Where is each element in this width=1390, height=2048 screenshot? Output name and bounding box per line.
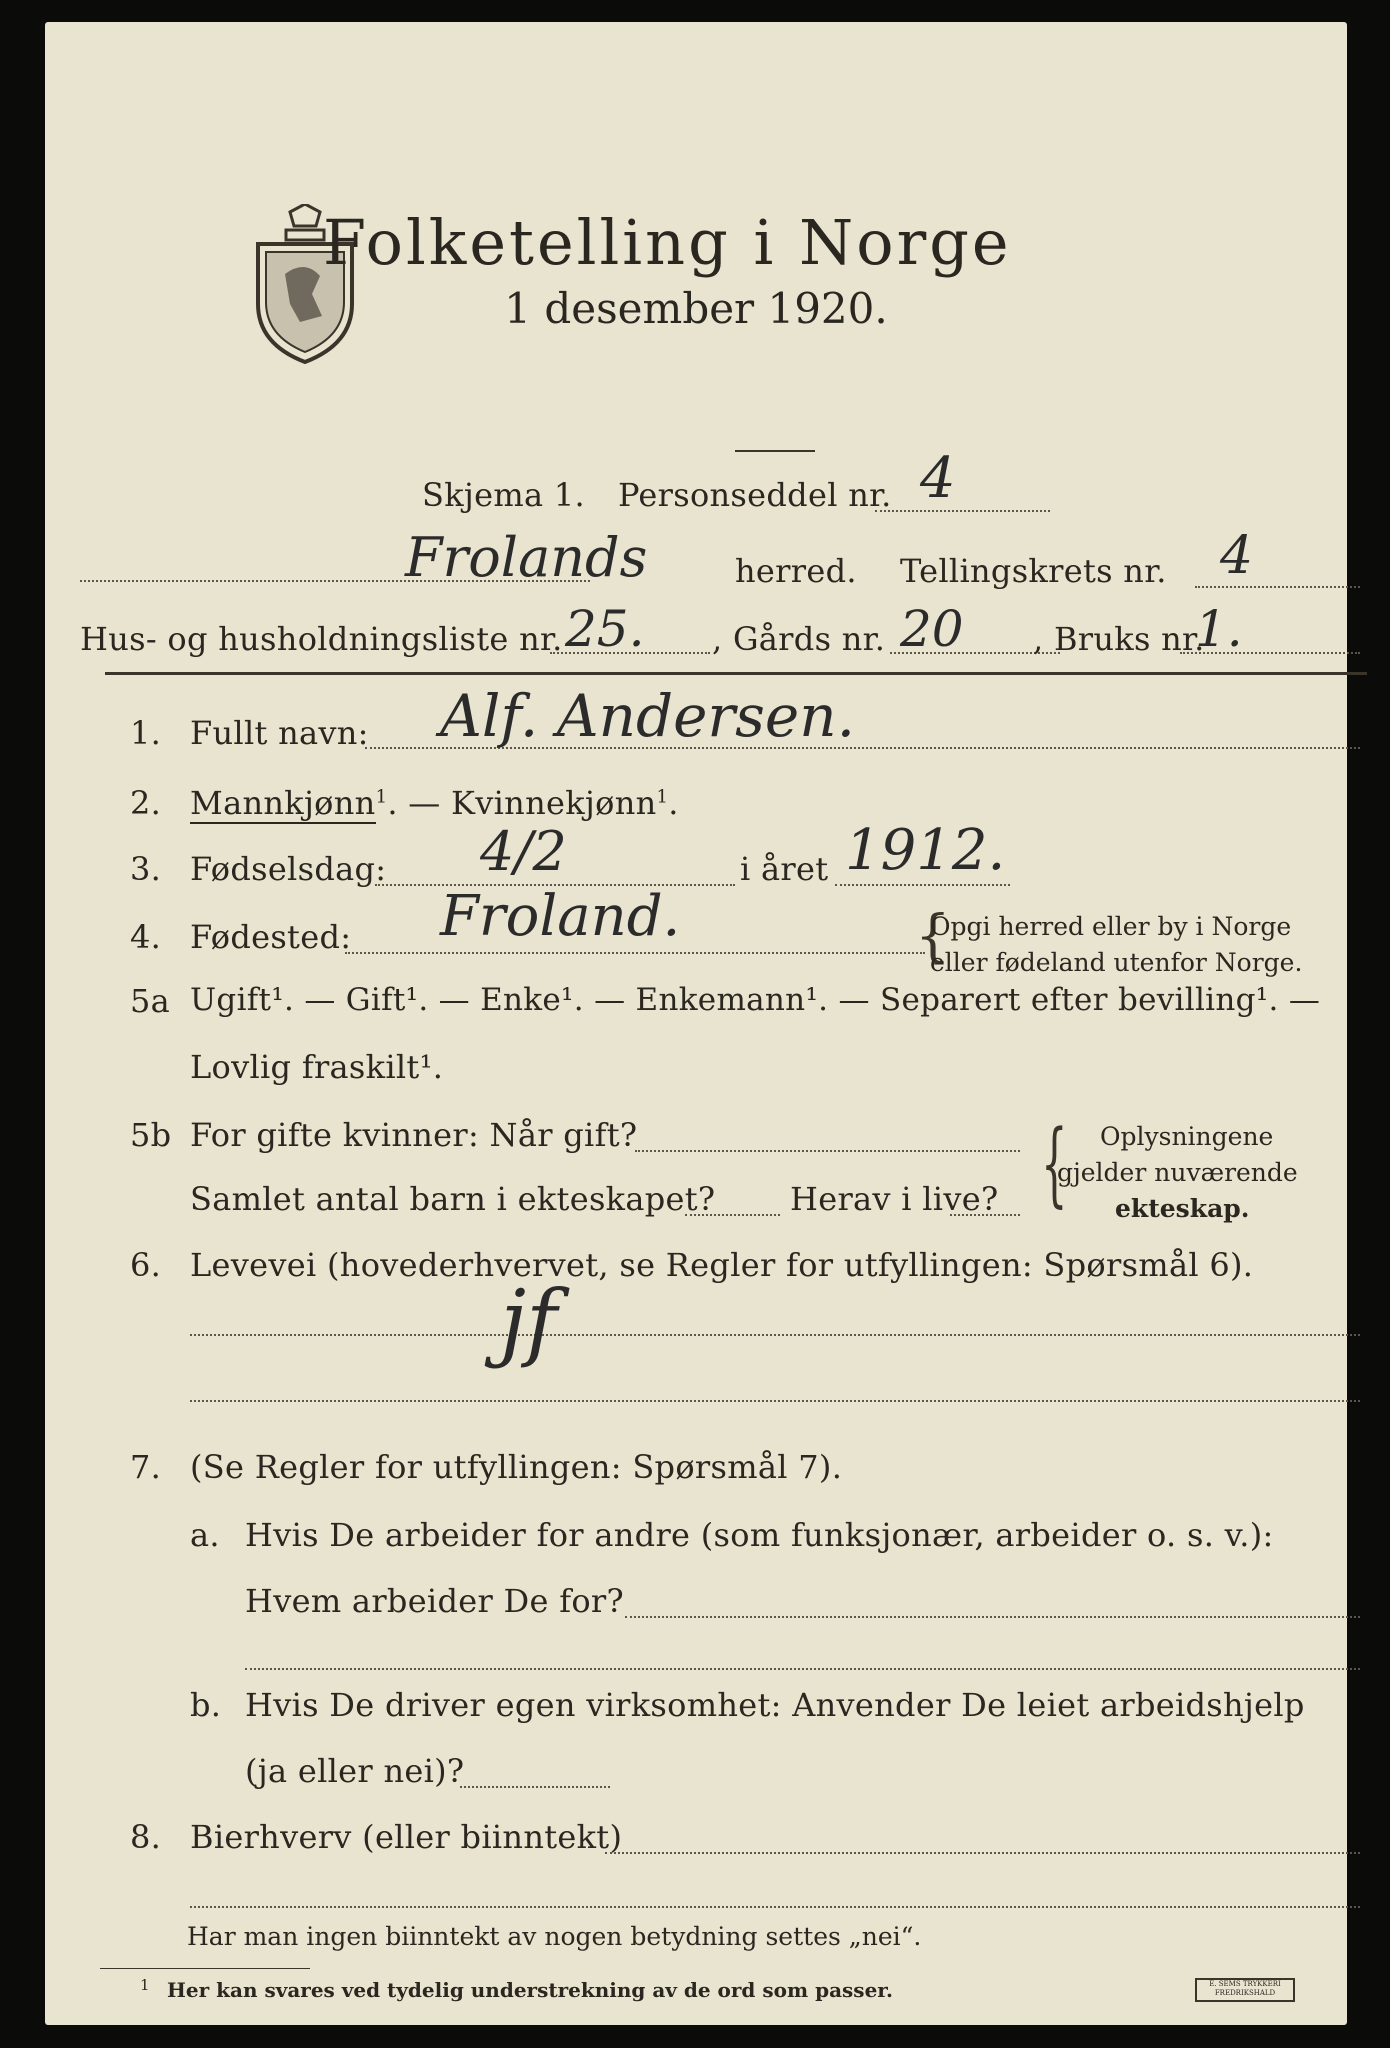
marriage-note-1: Oplysningene [1100,1122,1274,1151]
sex-question: Mannkjønn$^1$. — Kvinnekjønn$^1$. [190,784,679,822]
side-income-label: Bierhverv (eller biinntekt) [190,1818,623,1856]
q1-number: 1. [130,714,162,752]
occupation-value[interactable]: jf [500,1272,558,1370]
footnote: Her kan svares ved tydelig understrekning av de ord som passer. [167,1978,893,2002]
q7a-text: Hvis De arbeider for andre (som funksjonær, arbeider o. s. v.): [245,1516,1274,1554]
q6-number: 6. [130,1246,162,1284]
birthplace-label: Fødested: [190,918,352,956]
footnote-mark: 1 [140,1976,150,1994]
birth-year-value[interactable]: 1912. [845,818,1006,883]
children-alive-label: Herav i live? [790,1180,999,1218]
birthplace-note-2: eller fødeland utenfor Norge. [930,948,1303,977]
marriage-note-3: ekteskap. [1115,1194,1250,1223]
married-when-label: For gifte kvinner: Når gift? [190,1116,638,1154]
tellingskrets-value[interactable]: 4 [1220,526,1254,586]
husliste-value[interactable]: 25. [565,600,645,658]
form-title: Folketelling i Norge [323,206,1012,279]
footer-note: Har man ingen biinntekt av nogen betydning settes „nei“. [187,1922,922,1951]
header-rule [105,672,1367,675]
full-name-value[interactable]: Alf. Andersen. [440,682,856,750]
birthplace-note-1: Opgi herred eller by i Norge [930,912,1292,941]
birthday-label: Fødselsdag: [190,850,387,888]
employer-label: Hvem arbeider De for? [245,1582,624,1620]
printer-stamp: E. SEMS TRYKKERI FREDRIKSHALD [1195,1978,1295,2002]
husliste-label: Hus- og husholdningsliste nr. [80,620,563,658]
female-option[interactable]: Kvinnekjønn [451,784,657,822]
marriage-note-2: gjelder nuværende [1057,1158,1298,1187]
personseddel-value[interactable]: 4 [920,446,956,511]
male-option[interactable]: Mannkjønn [190,784,376,822]
q7b-text: Hvis De driver egen virksomhet: Anvender De leiet arbeidshjelp [245,1686,1305,1724]
hired-help-label: (ja eller nei)? [245,1752,465,1790]
birth-year-label: i året [740,850,829,888]
q5a-number: 5a [130,982,171,1020]
children-label: Samlet antal barn i ekteskapet? [190,1180,716,1218]
occupation-label: Levevei (hovederhvervet, se Regler for utfyllingen: Spørsmål 6). [190,1246,1254,1284]
marital-options-cont[interactable]: Lovlig fraskilt¹. [190,1048,444,1086]
personseddel-label: Personseddel nr. [618,476,892,514]
title-divider [735,450,815,452]
q3-number: 3. [130,850,162,888]
q7-number: 7. [130,1448,162,1486]
marital-options[interactable]: Ugift¹. — Gift¹. — Enke¹. — Enkemann¹. — Separert efter bevilling¹. — [190,982,1321,1018]
employer-field[interactable] [625,1616,1360,1618]
tellingskrets-label: Tellingskrets nr. [900,552,1167,590]
census-form: Folketelling i Norge 1 desember 1920. Skjema 1. Personseddel nr. 4 Frolands herred. Tellingskrets nr. 4 Hus- og husholdningsliste nr. 25. , Gårds nr. 20 , Bruks nr. 1. 1. Fullt navn: Alf. Andersen. 2. Mannkjønn$^1$. — Kvinnekjønn$^1$. 3. Fødselsdag: 4/2 i året 1912. 4. Fødested: Froland. { Opgi herred eller by i Norge eller fødeland utenfor Norge. 5a Ugift¹. — Gift¹. — Enke¹. — Enkemann¹. — Separert efter bevilling¹. — Lovlig fraskilt¹. 5b For gifte kvinner: Når gift? Samlet antal barn i ekteskapet? Herav i live? { Oplysningene gjelder nuværende ekteskap. 6. Levevei (hovederhvervet, se Regler for utfyllingen: Spørsmål 6). jf 7. (Se Regler for utfyllingen: Spørsmål 7). a. Hvis De arbeider for andre (som funksjonær, arbeider o. s. v.): Hvem arbeider De for? b. Hvis De driver egen virksomhet: Anvender De leiet arbeidshjelp (ja eller nei)? 8. Bierhverv (eller biinntekt) Har man ingen biinntekt av nogen betydning settes „nei“. 1 Her kan svares ved tydelig understrekning av de ord som passer. E. SEMS TRYKKERI FREDRIKSHALD [45,22,1347,2025]
birthplace-value[interactable]: Froland. [440,884,681,949]
q2-number: 2. [130,784,162,822]
q7b-letter: b. [190,1686,222,1724]
bruks-label: , Bruks nr. [1033,620,1205,658]
birthday-value[interactable]: 4/2 [480,820,567,883]
q7-label: (Se Regler for utfyllingen: Spørsmål 7). [190,1448,843,1486]
q5b-number: 5b [130,1116,172,1154]
herred-label: herred. [735,552,857,590]
census-date: 1 desember 1920. [504,284,888,333]
q4-number: 4. [130,918,162,956]
q8-number: 8. [130,1818,162,1856]
gards-label: , Gårds nr. [712,620,886,658]
side-income-field[interactable] [605,1852,1360,1854]
hired-help-field[interactable] [460,1786,610,1788]
herred-value[interactable]: Frolands [405,526,648,589]
gards-value[interactable]: 20 [900,600,964,658]
schema-label: Skjema 1. [422,476,585,514]
bruks-value[interactable]: 1. [1195,600,1243,658]
q7a-letter: a. [190,1516,220,1554]
full-name-label: Fullt navn: [190,714,369,752]
